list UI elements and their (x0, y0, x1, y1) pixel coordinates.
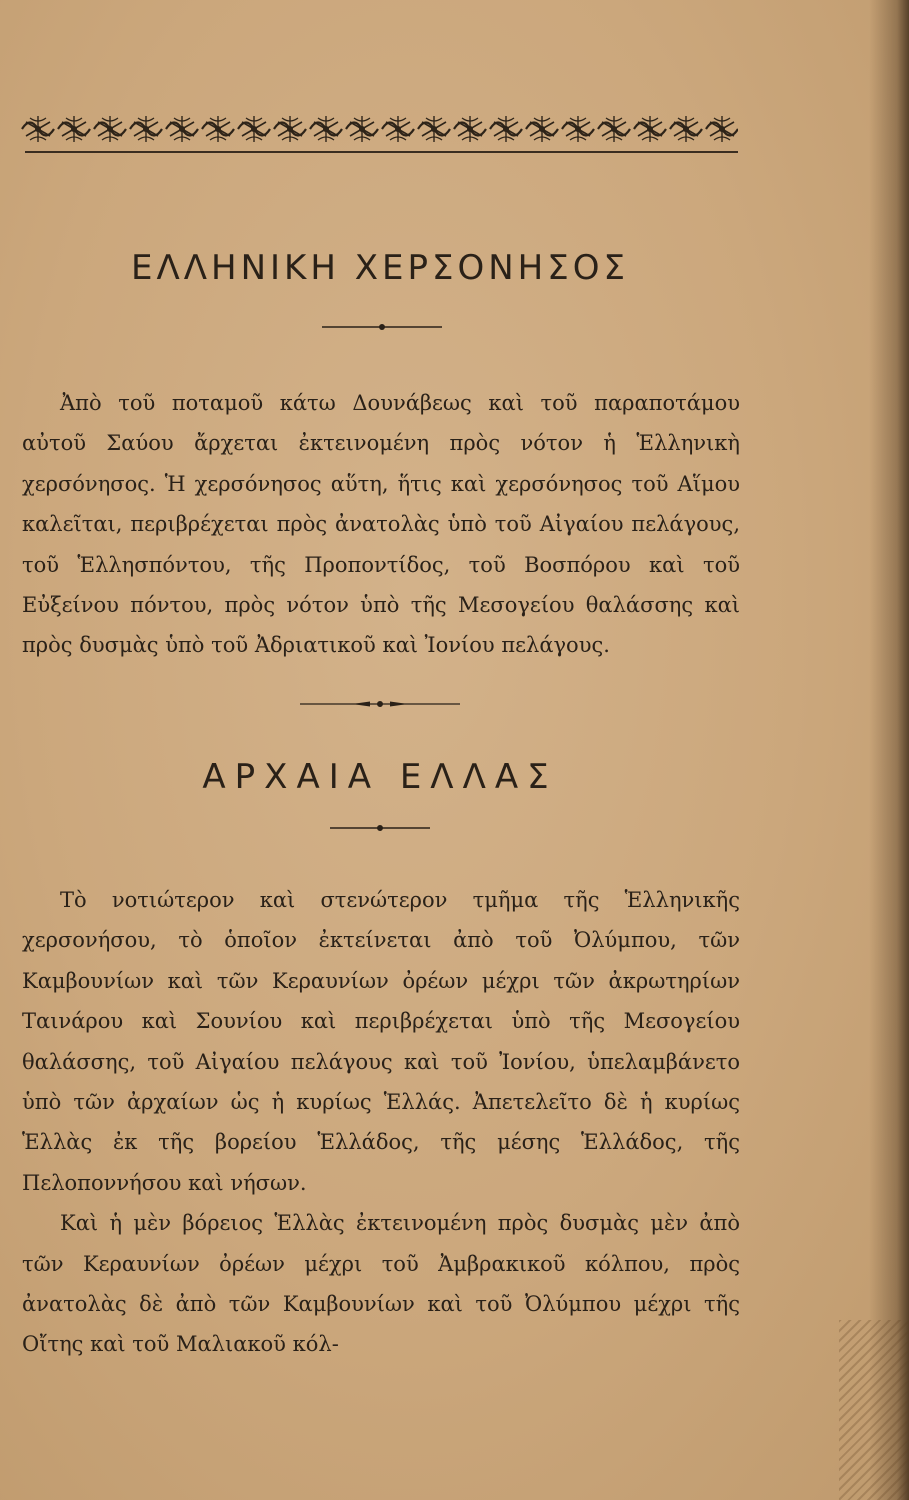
section1-body (22, 383, 740, 666)
section-title-greek-peninsula: ΕΛΛΗΝΙΚΗ ΧΕΡΣΟΝΗΣΟΣ (131, 248, 629, 288)
paragraph: Καὶ ἡ μὲν βόρειος Ἑλλὰς ἐκτεινομένη πρὸς δυσμὰς μὲν ἀπὸ τῶν Κεραυνίων ὀρέων μέχρι τοῦ Ἀμβρακικοῦ κόλπου, πρὸς ἀνατολὰς δὲ ἀπὸ τῶν Καμβουνίων καὶ τοῦ Ὀλύμπου μέχρι τῆς Οἴτης καὶ τοῦ Μαλιακοῦ κόλ- (22, 1211, 740, 1357)
section-title-ancient-greece: ΑΡΧΑΙΑ ΕΛΛΑΣ (202, 757, 558, 797)
header-rule (25, 151, 738, 153)
page-edge-shadow (869, 0, 909, 1500)
title-divider (322, 322, 442, 332)
paragraph: Ἀπὸ τοῦ ποταμοῦ κάτω Δουνάβεως καὶ τοῦ παραποτάμου αὐτοῦ Σαύου ἄρχεται ἐκτεινομένη πρὸς νότον ἡ Ἑλληνικὴ χερσόνησος. Ἡ χερσόνησος αὕτη, ἥτις καὶ χερσόνησος τοῦ Αἵμου καλεῖται, περιβρέχεται πρὸς ἀνατολὰς ὑπὸ τοῦ Αἰγαίου πελάγους, τοῦ Ἑλλησπόντου, τῆς Προποντίδος, τοῦ Βοσπόρου καὶ τοῦ Εὐξείνου πόντου, πρὸς νότον ὑπὸ τῆς Μεσογείου θαλάσσης καὶ πρὸς δυσμὰς ὑπὸ τοῦ Ἀδριατικοῦ καὶ Ἰονίου πελάγους. (22, 391, 740, 658)
paragraph: Τὸ νοτιώτερον καὶ στενώτερον τμῆμα τῆς Ἑλληνικῆς χερσονήσου, τὸ ὁποῖον ἐκτείνεται ἀπὸ τοῦ Ὀλύμπου, τῶν Καμβουνίων καὶ τῶν Κεραυνίων ὀρέων μέχρι τῶν ἀκρωτηρίων Ταινάρου καὶ Σουνίου καὶ περιβρέχεται ὑπὸ τῆς Μεσογείου θαλάσσης, τοῦ Αἰγαίου πελάγους καὶ τοῦ Ἰονίου, ὑπελαμβάνετο ὑπὸ τῶν ἀρχαίων ὡς ἡ κυρίως Ἑλλάς. Ἀπετελεῖτο δὲ ἡ κυρίως Ἑλλὰς ἐκ τῆς βορείου Ἑλλάδος, τῆς μέσης Ἑλλάδος, τῆς Πελοποννήσου καὶ νήσων. (22, 888, 740, 1195)
title-divider (330, 823, 430, 833)
section-divider (300, 698, 460, 710)
decorative-border-ornament (20, 112, 738, 146)
worn-corner (839, 1320, 909, 1500)
section2-body (22, 880, 740, 1365)
